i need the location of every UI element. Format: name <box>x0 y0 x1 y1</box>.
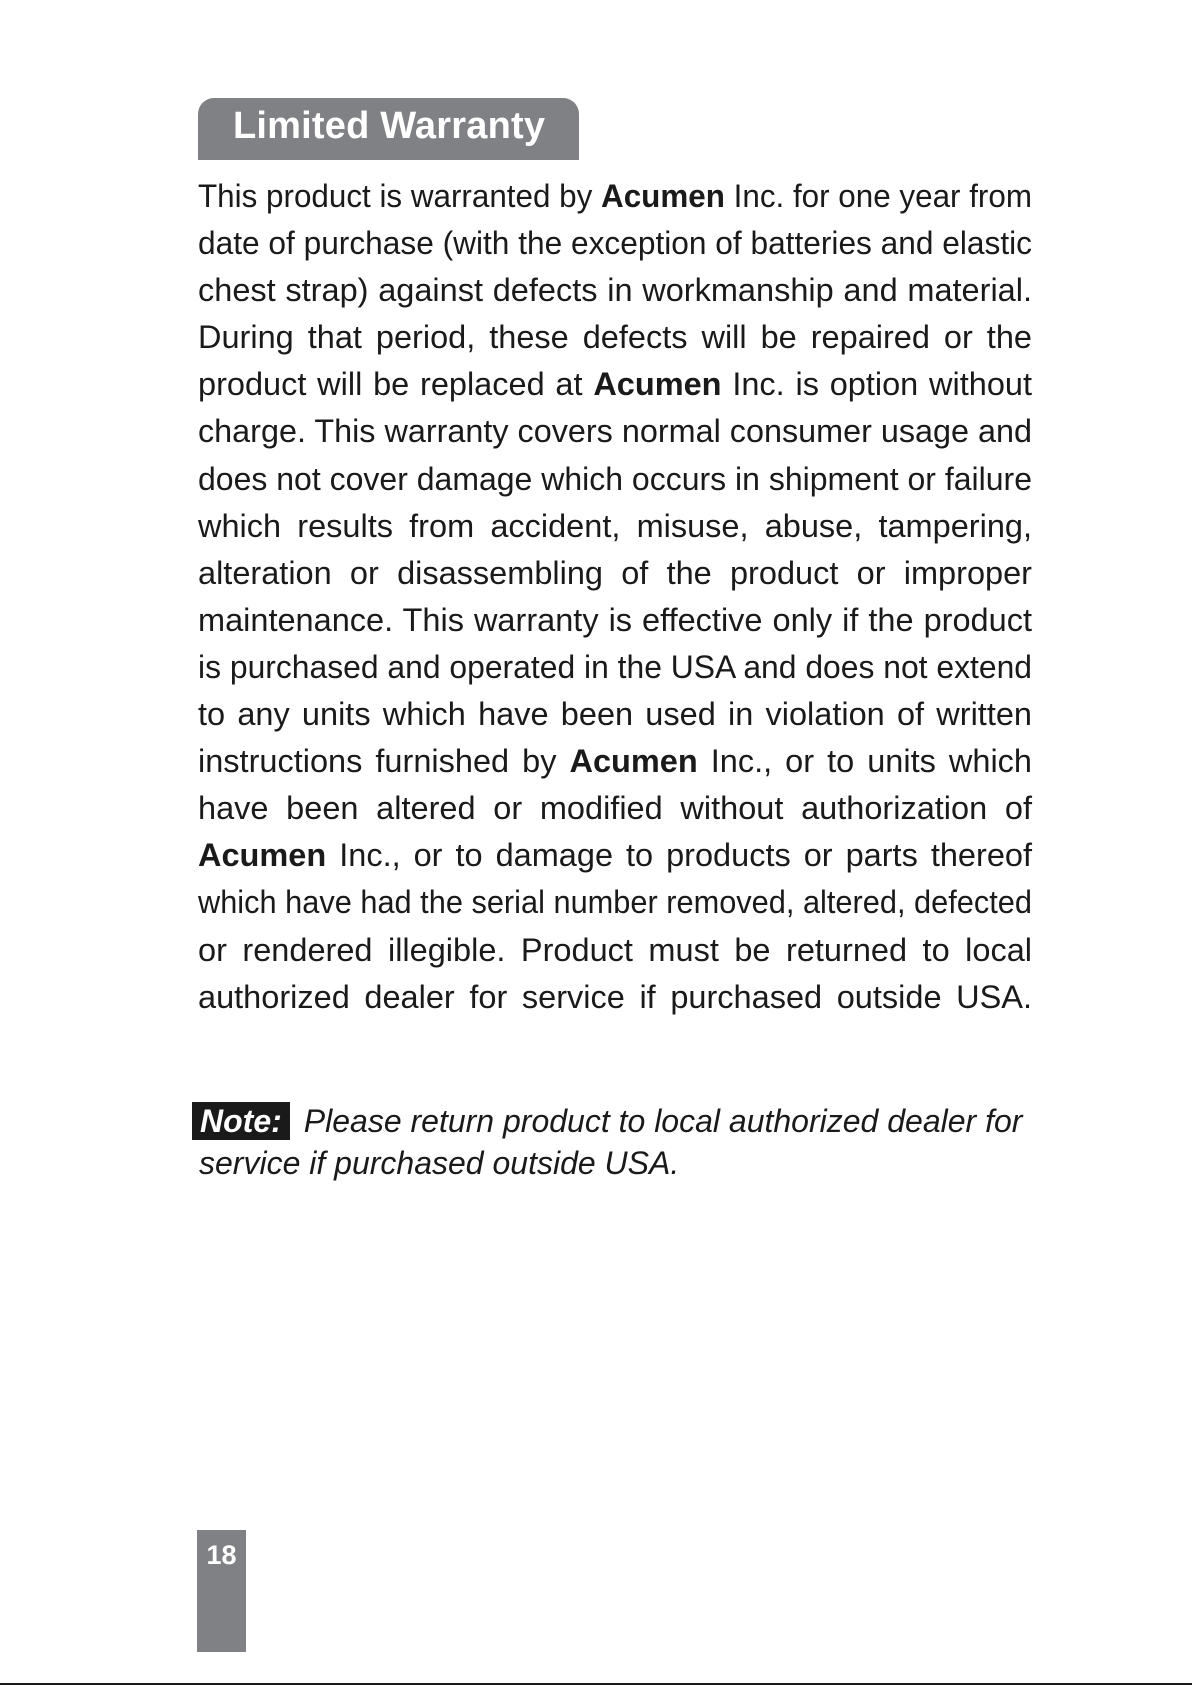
warranty-text: This product is warranted by <box>198 178 602 214</box>
warranty-text: Inc. for one year from <box>724 178 1032 214</box>
warranty-line <box>198 785 1032 832</box>
note-line-2: service if purchased outside USA. <box>199 1145 680 1181</box>
warranty-line <box>198 456 1032 503</box>
warranty-line <box>198 879 1032 926</box>
warranty-text: have been altered or modified without authorization of <box>198 790 1032 827</box>
warranty-line <box>198 974 1032 1021</box>
warranty-text: does not cover damage which occurs in shipment or failure <box>198 460 1032 497</box>
warranty-text: which results from accident, misuse, abuse, tampering, <box>198 507 1032 544</box>
warranty-text: During that period, these defects will be repaired or the <box>198 319 1032 356</box>
section-header-tab <box>198 98 579 160</box>
warranty-text: which have had the serial number removed, altered, defected <box>198 884 1032 921</box>
warranty-line <box>198 927 1032 974</box>
warranty-text: chest strap) against defects in workmanship and material. <box>198 272 1032 309</box>
warranty-line <box>198 173 1032 220</box>
note-label: Note: <box>192 1102 290 1140</box>
brand-name: Acumen <box>601 178 725 214</box>
brand-name: Acumen <box>569 743 698 780</box>
brand-name: Acumen <box>198 837 327 874</box>
note-block <box>192 1100 1034 1184</box>
warranty-text: alteration or disassembling of the product or improper <box>198 554 1032 591</box>
page-number-tab <box>197 1530 246 1652</box>
warranty-line <box>198 361 1032 408</box>
warranty-text: Inc., or to damage to products or parts thereof <box>326 837 1032 874</box>
warranty-text: to any units which have been used in violation of written <box>198 696 1032 733</box>
section-title: Limited Warranty <box>233 105 546 147</box>
warranty-line <box>198 267 1032 314</box>
warranty-line <box>198 550 1032 597</box>
note-line-1 <box>192 1100 1034 1142</box>
warranty-text: instructions furnished by <box>198 743 570 780</box>
warranty-line <box>198 691 1032 738</box>
warranty-text: charge. This warranty covers normal consumer usage and <box>198 413 1032 450</box>
warranty-text: or rendered illegible. Product must be returned to local <box>198 931 1032 968</box>
warranty-text: product will be replaced at <box>198 366 594 403</box>
warranty-line <box>198 644 1032 691</box>
warranty-text: is purchased and operated in the USA and does not extend <box>198 648 1032 685</box>
warranty-line <box>198 314 1032 361</box>
warranty-line <box>198 832 1032 879</box>
warranty-text: date of purchase (with the exception of batteries and elastic <box>198 225 1032 262</box>
warranty-line <box>198 220 1032 267</box>
warranty-text: Inc. is option without <box>721 366 1033 403</box>
warranty-text: Inc., or to units which <box>697 743 1033 780</box>
page-number: 18 <box>206 1540 237 1570</box>
warranty-text: authorized dealer for service if purchased outside USA. <box>198 978 1032 1015</box>
note-text-1: Please return product to local authorized dealer for <box>303 1103 1023 1139</box>
warranty-paragraph <box>198 173 1032 1021</box>
warranty-line <box>198 408 1032 455</box>
warranty-line <box>198 503 1032 550</box>
warranty-text: maintenance. This warranty is effective only if the product <box>198 601 1032 638</box>
warranty-line <box>198 738 1032 785</box>
warranty-line <box>198 597 1032 644</box>
brand-name: Acumen <box>593 366 722 403</box>
